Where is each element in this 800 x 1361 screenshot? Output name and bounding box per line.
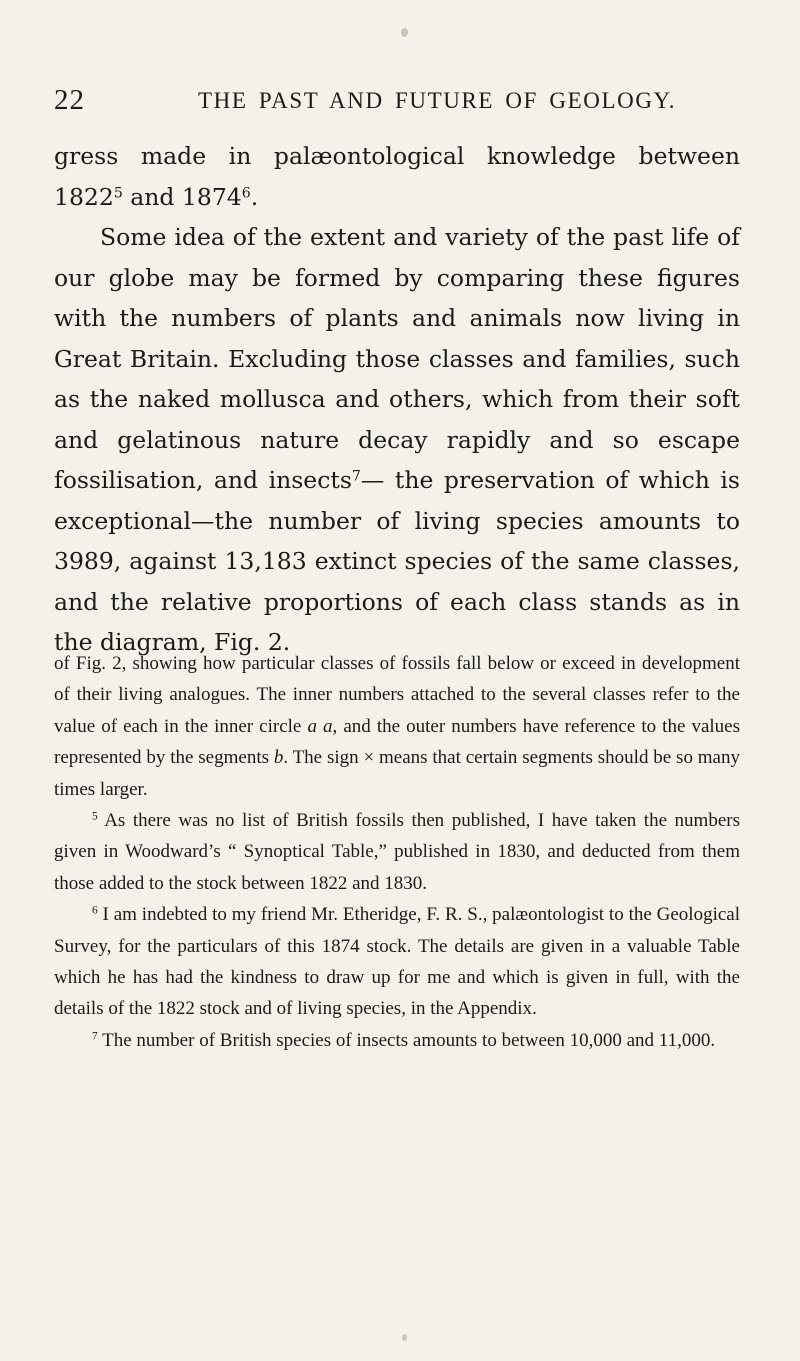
footnotes <box>54 648 740 1056</box>
footnote-7: $^7$ The number of British species of insects amounts to between 10,000 and 11,000. <box>92 1029 716 1051</box>
italic-label: a a <box>307 715 333 737</box>
paragraph-continuation: gress made in palæontological knowledge between 1822$^5$ and 1874$^6$. <box>54 142 740 211</box>
page-number: 22 <box>54 84 85 116</box>
footnote-continuation: of Fig. 2, showing how particular classes of fossils fall below or exceed in development of their living analogues. The inner numbers attached to the several classes refer to the value of each in the inner circle a a, and the outer numbers have reference to the values represented by the segments b. The sign × means that certain segments should be so many times larger. <box>54 653 740 800</box>
paper-blemish <box>401 28 408 37</box>
footnote-marker: 7 <box>92 1030 98 1043</box>
footnote-ref-7: 7 <box>351 468 361 485</box>
footnote-5: $^5$ As there was no list of British fossils then published, I have taken the numbers given in Woodward’s “ Synoptical Table,” published in 1830, and deducted from them those added to the stock between 1822 and 1830. <box>54 810 740 894</box>
footnote-ref-5: 5 <box>113 184 123 201</box>
paragraph: Some idea of the extent and variety of the past life of our globe may be formed by comparing these figures with the numbers of plants and animals now living in Great Britain. Excluding those classes and families, such as the naked mollusca and others, which from their soft and gelatinous nature decay rapidly and so escape fossilisation, and insects$^7$— the preservation of which is exceptional—the number of living species amounts to 3989, against 13,183 extinct species of the same classes, and the relative proportions of each class stands as in the diagram, Fig. 2. <box>54 223 740 656</box>
page-header <box>54 84 754 124</box>
main-text <box>54 136 740 663</box>
running-head: THE PAST AND FUTURE OF GEOLOGY. <box>198 88 677 113</box>
italic-label: b <box>273 747 284 769</box>
footnote-marker: 5 <box>92 810 98 823</box>
footnote-marker: 6 <box>92 904 98 917</box>
footnote-ref-6: 6 <box>241 184 251 201</box>
footnote-6: $^6$ I am indebted to my friend Mr. Etheridge, F. R. S., palæontologist to the Geological Survey, for the particulars of this 1874 stock. The details are given in a valuable Table which he has had the kindness to draw up for me and which is given in full, with the details of the 1822 stock and of living species, in the Appendix. <box>54 904 740 1020</box>
paper-blemish <box>402 1334 407 1341</box>
